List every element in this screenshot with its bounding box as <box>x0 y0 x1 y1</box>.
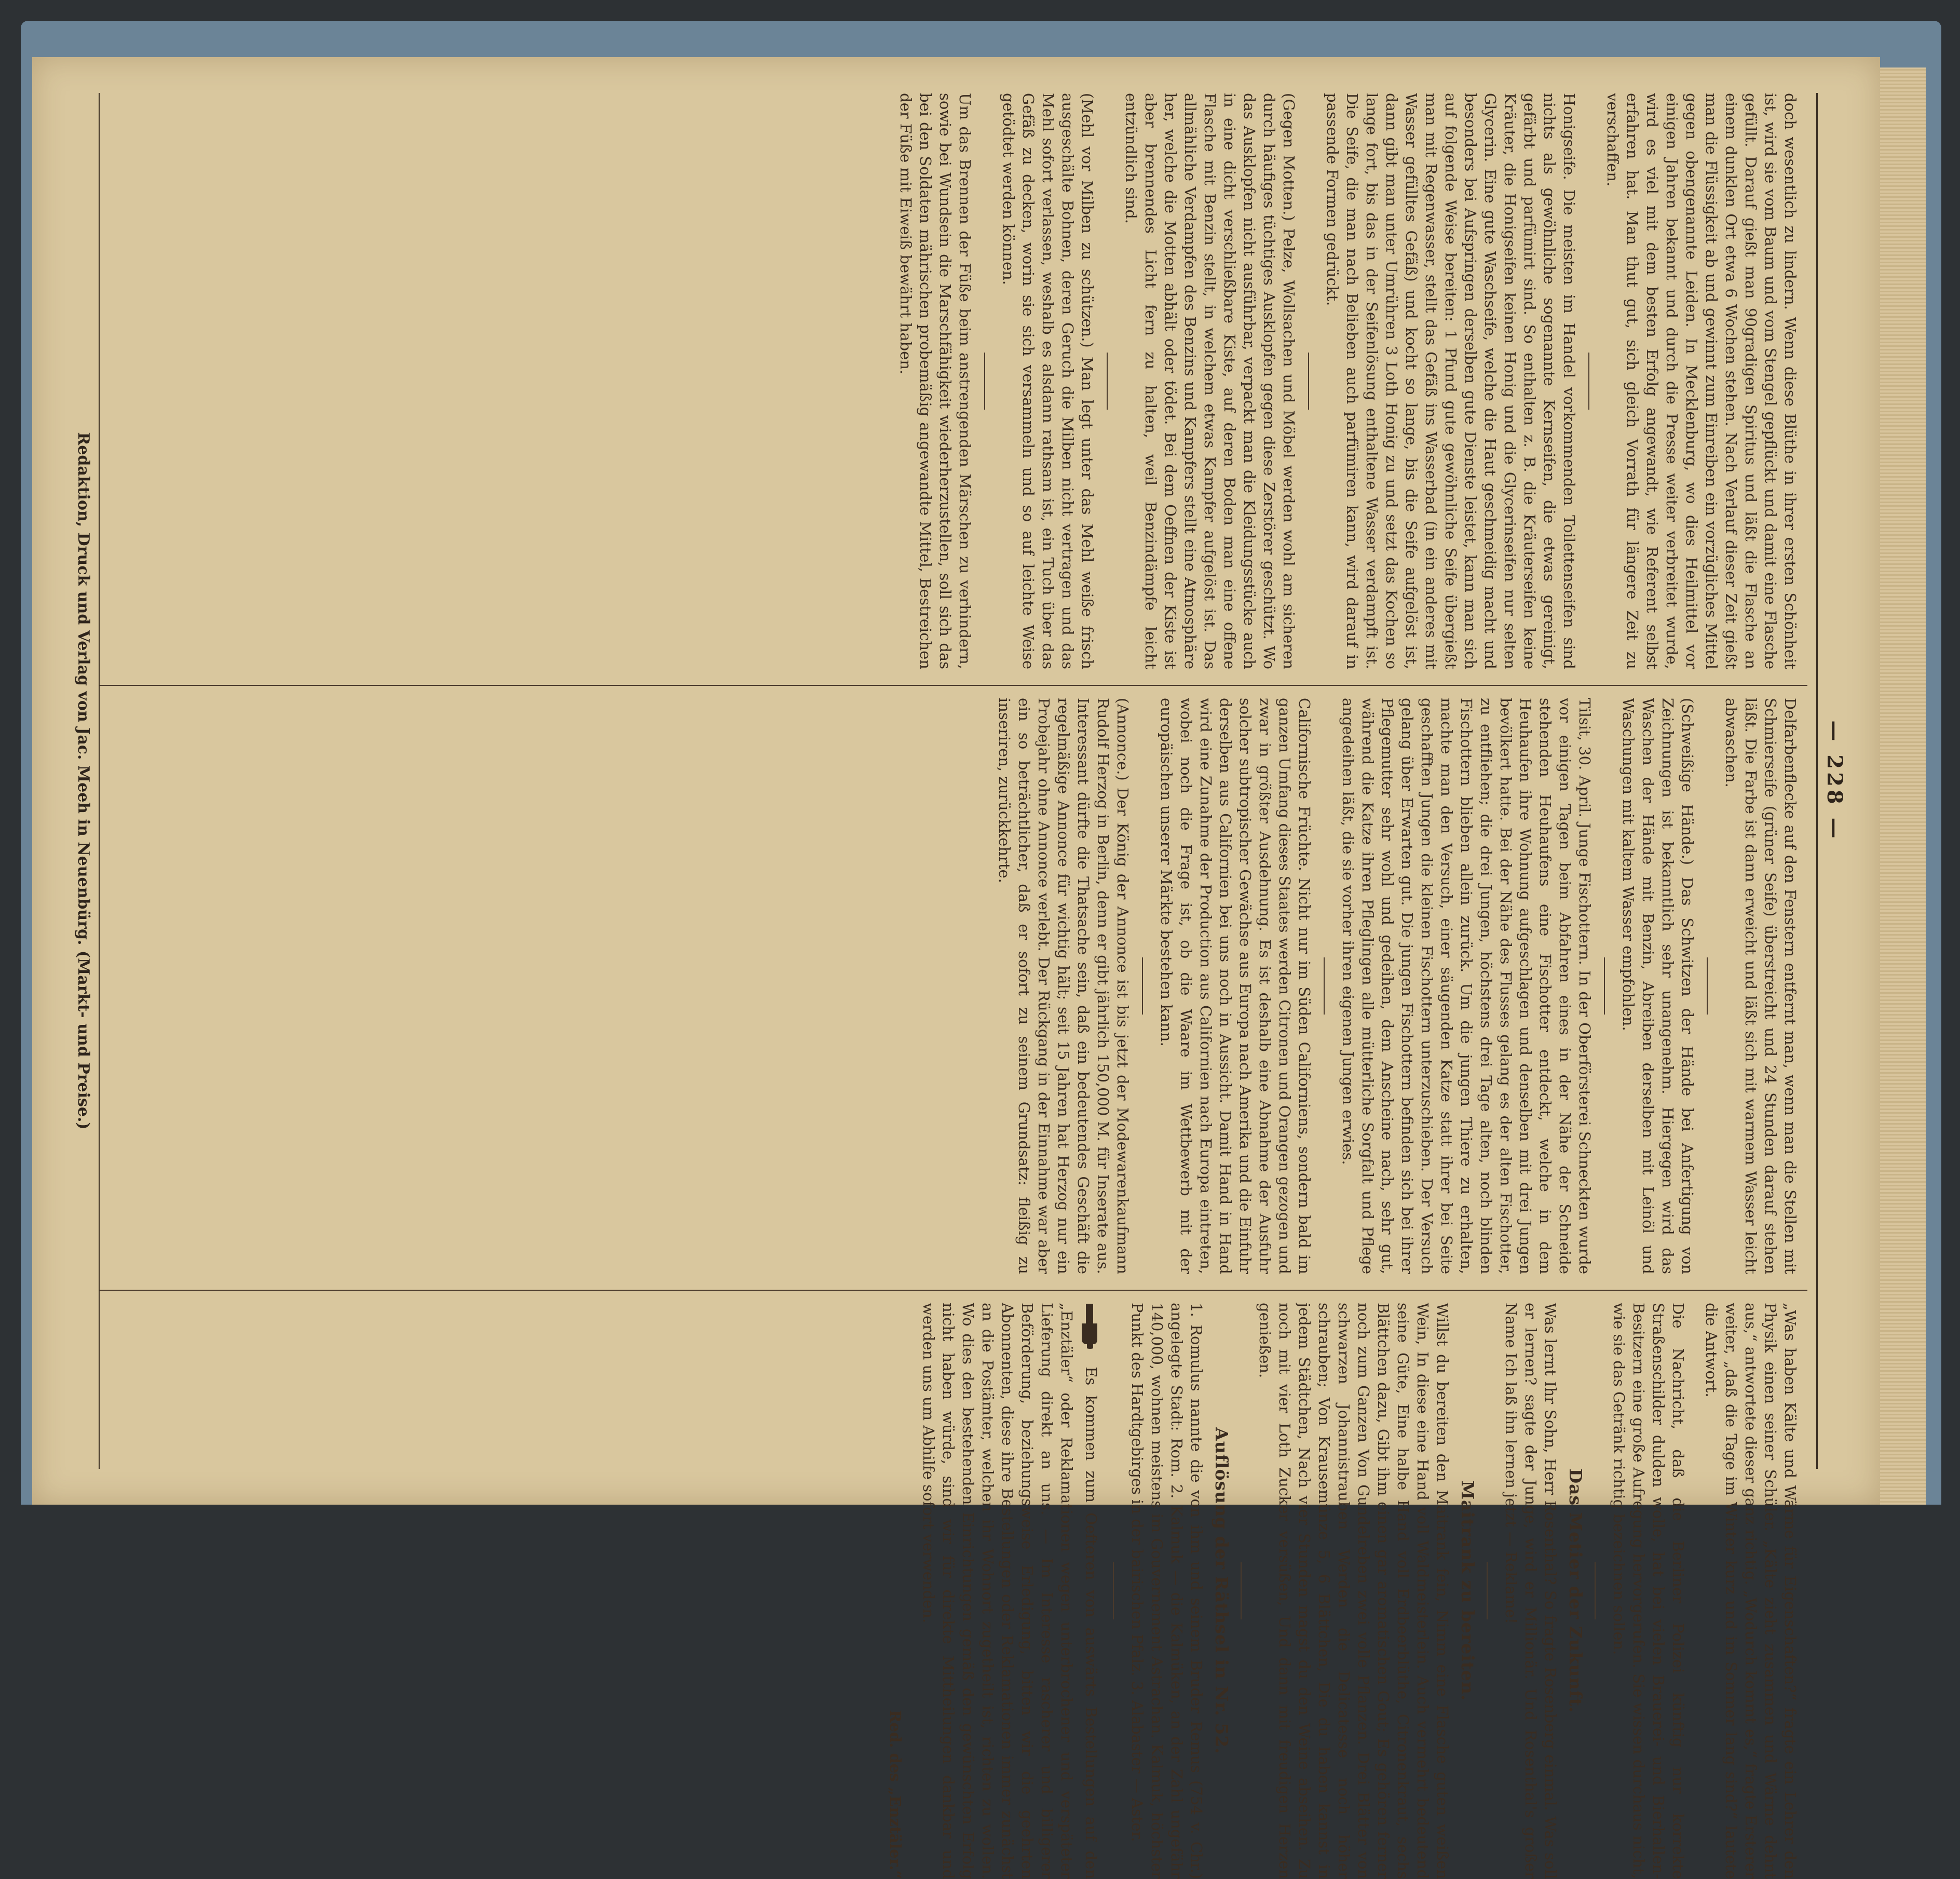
article-text: Willst du bereiten den Maitrank fein, Nimm eine Flasche guten weißen Wein, In diese eine Hand voll Waldmeisterlein. Auch vermehrt bedeutend seine Güte, Eine halbe Hand voll Erdbeerblüthe, Citronenkraut, sechs Blättchen dazu, Gibt ihm einen gar aromatischen Gout; Es gehören ferner noch zum Ganzen Von Gundelreben zwei volle Pflanzen. Drei Blätter von schwarzen Johannistrauben Werden die Delicatesse noch höher schrauben; Von Krausemünze 5, 6 Blättchen, Die du haben kannst in jedem Städtchen, Nach vier Stunden magst du den Weine abseihen. Zu noch mit vier Loth Zucker versüßen, Und dann mit freudigen Herzen genießen. <box>1256 1303 1451 1879</box>
separator <box>1707 957 1708 1015</box>
article-heading: Auflösung der Räthsel in Nr. 52. <box>1212 1427 1232 1754</box>
article <box>919 1303 1104 1879</box>
article <box>1323 93 1579 669</box>
article-text: Die Nachricht, daß die Berliner Polizei künftig nur korrekte Straßenschilder dulden wolle, hat bei vielen Brauerei- und Bierhallen-Besitzern eine große Aufregung hervorgerufen. Sie wissen durchaus nicht, wie sie das Getränk richtig bezeichnen sollen. <box>1610 1303 1687 1879</box>
separator <box>1241 1562 1242 1619</box>
page-footer: Redaktion, Druck und Verlag von Jac. Meeh in Neuenbürg. (Markt- und Preise.) <box>63 93 100 1469</box>
column-rule <box>100 685 1807 686</box>
separator <box>1595 1562 1596 1619</box>
article-text: „Was haben Kälte und Wärme für Eigenschaften?“ fragte ein Lehrer den Physik einen seiner Schüler. „Kälte zieht zusammen und Wärme dehnt aus,“ antwortete dieser ganz richtig. „Wodurch kommt es,“ fragte Ersterer weiter, „daß die Tage im Winter kurz und im Sommer lang sind?“ lautete die Antwort. <box>1703 1303 1799 1879</box>
article-text: (Mehl vor Milben zu schützen.) Man legt unter das Mehl weiße frisch ausgeschälte Bohnen, deren Geruch die Milben nicht vertragen und das Mehl sofort verlassen, weshalb es alsdann rathsam ist, ein Tuch über das Gefäß zu decken, worin sie sich versammeln und so auf leichte Weise getödtet werden können. <box>1000 93 1096 669</box>
article <box>1338 698 1595 1274</box>
article-text: (Annonce.) Der König der Annonce ist bis jetzt der Modewarenkaufmann Rudolf Herzog in Berlin, denn er gibt jährlich 150,000 M. für Inserate aus. Interessant dürfte die Thatsache sein, daß ein bedeutendes Geschäft die regelmäßige Annonce für wichtig hält; seit 15 Jahren hat Herzog nur ein Probejahr ohne Annonce verlebt. Der Rückgang in der Einnahme war aber ein so beträchtlicher, daß er sofort zu seinem Grundsatz: fleißig zu inseriren, zurückkehrte. <box>996 698 1132 1274</box>
article-text: 1. Romulus nannte die von ihm und seinem Bruder Remus (754 v. Chr.) angelegte Stadt: Rom. 2. Kalmuk — die Kalmüken, an der Zahl ungefähr 140,000, wohnen meistens im Gouvernement Astrachan. Kalmuk, höchster Punkt des Hardtgebirges in der bairischen Pfalz. 3. Alabaster — Aster. <box>1128 1303 1205 1879</box>
separator <box>1142 957 1143 1015</box>
page-header <box>1816 93 1849 1469</box>
article <box>999 93 1097 669</box>
article-text: Tilsit, 30. April. Junge Fischottern. In der Oberförsterei Schneckten wurde vor einigen Tagen beim Abfahren eines in der Nähe der Schneide stehenden Heuhaufens eine Fischotter entdeckt, welche in dem Heuhaufen ihre Wohnung aufgeschlagen und denselben mit drei Jungen bevölkert hatte. Bei der Nähe des Flusses gelang es der alten Fischotter, zu entfliehen; die drei Jungen, höchstens drei Tage alten, noch blinden Fischottern blieben allein zurück. Um die jungen Thiere zu erhalten, machte man den Versuch, einer säugenden Katze statt ihrer bei Seite geschafften Jungen die kleinen Fischottern unterzuschieben. Der Versuch gelang über Erwarten gut. Die jungen Fischottern befinden sich bei ihrer Pflegemutter sehr wohl und gedeihen, dem Anscheine nach, sehr gut, während die Katze ihren Pfleglingen alle mütterliche Sorgfalt und Pflege angedeihen läßt, die sie vorher ihren eigenen Jungen erwies. <box>1339 698 1594 1274</box>
separator <box>1308 353 1309 410</box>
column-1 <box>100 93 1807 669</box>
article <box>1618 698 1697 1274</box>
separator <box>984 353 985 410</box>
article <box>896 93 975 669</box>
separator <box>1588 353 1589 410</box>
article-text: Delfarbenflecke auf den Fenstern entfernt man, wenn man die Stellen mit Schmierseife (grüner Seife) überstreicht und 24 Stunden darauf stehen läßt. Die Farbe ist dann erweicht und läßt sich mit warmem Wasser leicht abwaschen. <box>1722 698 1799 1274</box>
article-heading: Das Metier der Zukunft. <box>1566 1468 1586 1713</box>
column-rule <box>100 1290 1807 1291</box>
article <box>1255 1303 1477 1879</box>
article-text: Californische Früchte. Nicht nur im Süden Californiens, sondern bald im ganzen Umfang dieses Staates werden Citronen und Orangen gezogen und zwar in größter Ausdehnung. Es ist deshalb eine Abnahme der Ausfuhr solcher subtropischer Gewächse aus Europa nach Amerika und die Einfuhr derselben aus Californien bei uns noch in Aussicht. Damit Hand in Hand wird eine Zunahme der Production aus Californien nach Europa eintreten, wobei noch die Frage ist, ob die Waare im Wettbewerb mit der europäischen unserer Märkte bestehen kann. <box>1158 698 1313 1274</box>
column-2 <box>100 698 1807 1274</box>
article-text: (Gegen Motten.) Pelze, Wollsachen und Möbel werden wohl am sicheren durch häufiges tüchtiges Ausklopfen gegen diese Zerstörer geschützt. Wo das Ausklopfen nicht ausführbar, verpackt man die Kleidungsstücke auch in eine dicht verschließbare Kiste, auf deren Boden man eine offene Flasche mit Benzin stellt, in welchem etwas Kampfer aufgelöst ist. Das allmähliche Verdampfen des Benzins und Kampfers stellt eine Atmosphäre her, welche die Motten abhält oder tödet. Bei dem Oeffnen der Kiste ist aber brennendes Licht fern zu halten, weil Benzindämpfe leicht entzündlich sind. <box>1122 93 1298 669</box>
article-text: (Schweißige Hände.) Das Schwitzen der Hände bei Anfertigung von Zeichnungen ist bekanntlich sehr unangenehm. Hiergegen wird das Waschen der Hände mit Benzin, Abreiben derselben mit Leinöl und Waschungen mit kaltem Wasser empfohlen. <box>1619 698 1696 1274</box>
signature: Red. des „Enztäler.“ <box>887 1710 904 1879</box>
article <box>1603 93 1800 669</box>
separator <box>1487 1562 1488 1619</box>
article <box>1702 1303 1800 1879</box>
article-text: doch wesentlich zu lindern. Wenn diese Blüthe in ihrer ersten Schönheit ist, wird sie vom Baum und vom Stengel gepflückt und damit eine Flasche gefüllt. Darauf gießt man 90gradigen Spiritus und läßt die Flasche an einem dunklen Ort etwa 6 Wochen stehen. Nach Verlauf dieser Zeit gießt man die Flüssigkeit ab und gewinnt zum Einreiben ein vorzügliches Mittel gegen obengenannte Leiden. In Mecklenburg, wo dies Heilmittel vor einigen Jahren bekannt und durch die Presse weiter verbreitet wurde, wird es viel mit dem besten Erfolg angewandt, wie Referent selbst erfahren hat. Man thut gut, sich gleich Vorrath für längere Zeit zu verschaffen. <box>1604 93 1799 669</box>
article <box>995 698 1133 1274</box>
article <box>1609 1303 1688 1879</box>
article <box>1127 1303 1231 1879</box>
pointing-hand-icon <box>1077 1303 1104 1349</box>
article <box>1121 93 1299 669</box>
separator <box>1107 353 1108 410</box>
page-number: — 228 — <box>1822 720 1847 842</box>
article <box>1501 1303 1585 1879</box>
article-text: Es kommen zum Oefteren von auswärts Bestellungen auf den „Enztäler“ oder Reklamationen wegen unterbrochener und verspäteter Lieferung direkt an uns. — Im Interesse rascherer und billigerer Beförderung, beziehungsweise Erledigung, bitten wir die geehrten Abonnenten, diese ihre Bestellungen oder Reklamationen immer zunächst an die Postämter, welchen ihr Wohnort zugetheilt ist, richten zu wollen. Wo dies den bestehenden Einrichtungen gemäß den gewünschten Erfolg nicht haben würde, sind wir für direkte Mittheilungen dankbar und werden uns um Abhilfe sofort verwenden. <box>920 1303 1100 1879</box>
separator <box>1604 957 1605 1015</box>
separator <box>1324 957 1325 1015</box>
article-text: Was lernt Ihr Sohn, Herr Rosenthal? So fragte Rosenberg einmal. Was soll er lernen? sagte der Junge, wird er Millionär. Und Rosenthal's großer Name Ich laß ihn lernen jetzt — Reklame! <box>1502 1303 1559 1879</box>
rotated-content <box>63 93 1849 1879</box>
newspaper-page <box>32 57 1880 1879</box>
article <box>1721 698 1800 1274</box>
article <box>1156 698 1314 1274</box>
column-3 <box>100 1303 1807 1879</box>
article-text: Honigseife. Die meisten im Handel vorkommenden Toilettenseifen sind nichts als gewöhnliche sogenannte Kernseifen, die etwas gereinigt, gefärbt und parfümirt sind. So enthalten z. B. die Kräuterseifen keine Kräuter, die Honigseifen keinen Honig und die Glycerinseifen nur selten Glycerin. Eine gute Waschseife, welche die Haut geschmeidig macht und besonders bei Aufspringen derselben gute Dienste leistet, kann man sich auf folgende Weise bereiten: 1 Pfund gute gewöhnliche Seife übergießt man mit Regenwasser, stellt das Gefäß ins Wasserbad (in ein anderes mit Wasser gefülltes Gefäß) und kocht so lange, bis die Seife aufgelöst ist, dann gibt man unter Umrühren 3 Loth Honig zu und setzt das Kochen so lange fort, bis das in der Seifenlösung enthaltene Wasser verdampft ist. Die Seife, die man nach Belieben auch parfümiren kann, wird darauf in passende Formen gedrückt. <box>1324 93 1578 669</box>
article-heading: Maitrank zu bereiten. <box>1458 1480 1478 1701</box>
article-text: Um das Brennen der Füße beim anstrengenden Märschen zu verhindern, sowie bei Wundsein die Marschfähigkeit wiederherzustellen, soll sich das bei den Soldaten mährischen probemäßig angewandte Mittel, Bestreichen der Füße mit Eiweiß bewährt haben. <box>897 93 974 669</box>
separator <box>1113 1562 1114 1619</box>
